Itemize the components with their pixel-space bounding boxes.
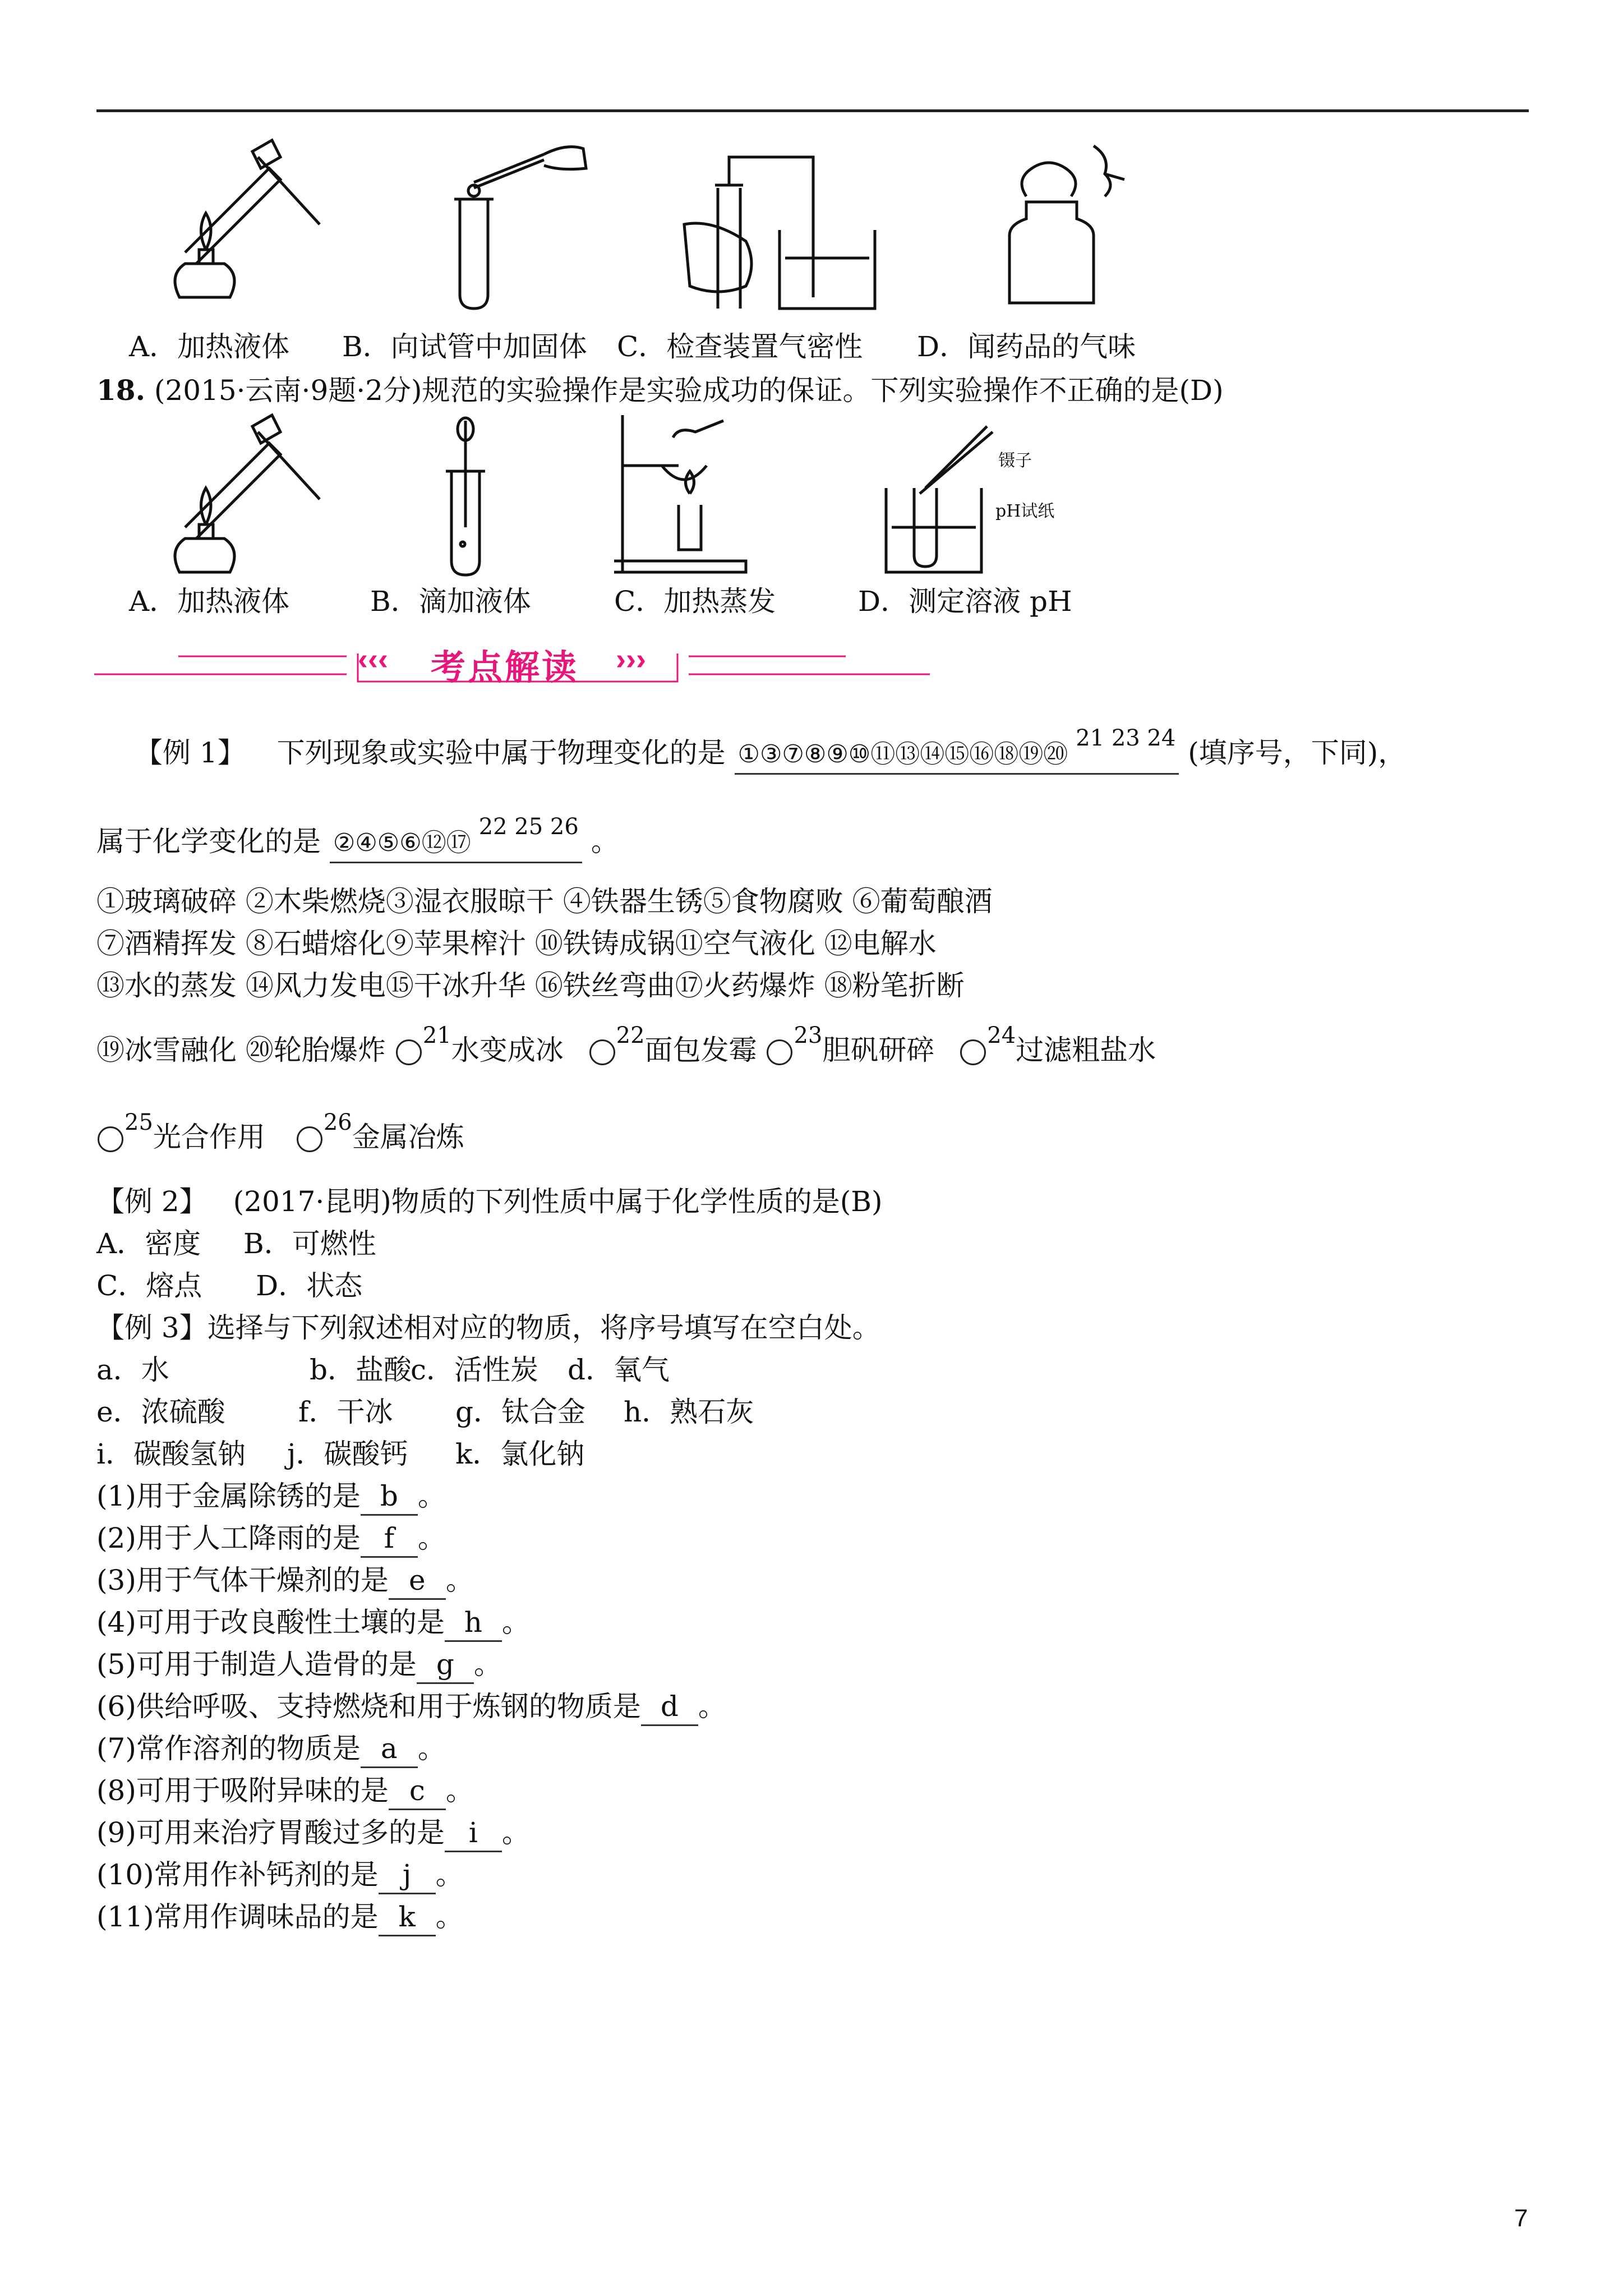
figure-ph-test xyxy=(880,421,1004,578)
ex3-question-row xyxy=(96,1562,474,1600)
ex1-stem2: 属于化学变化的是 xyxy=(96,825,321,858)
figure-evaporation xyxy=(611,409,757,578)
ex3-question-row xyxy=(96,1899,464,1936)
ex3-answer-blank: g xyxy=(417,1646,474,1684)
ex3-question-text: (5)可用于制造人造骨的是 xyxy=(96,1648,417,1681)
ex3-question-end: 。 xyxy=(501,1816,530,1849)
ex3-tag: 【例 3】 xyxy=(96,1312,208,1344)
ex3-question-end: 。 xyxy=(473,1648,502,1681)
ex2-tag: 【例 2】 xyxy=(96,1185,208,1218)
figure-heating-liquid-2 xyxy=(146,409,331,578)
ex3-question-row xyxy=(96,1478,446,1516)
label-tweezers: 镊子 xyxy=(998,451,1032,471)
ex3-answer-blank: j xyxy=(379,1857,436,1894)
ex3-answer-blank: a xyxy=(361,1731,418,1768)
ex3-question-row xyxy=(96,1773,474,1810)
ex3-answer-blank: d xyxy=(641,1688,698,1726)
q17-option-d: D．闻药品的气味 xyxy=(917,330,1136,363)
figure-airtightness-check xyxy=(651,146,886,314)
ex3-question-end: 。 xyxy=(417,1480,446,1512)
q18-stem xyxy=(96,372,1224,408)
ex3-question-end: 。 xyxy=(435,1901,464,1933)
q17-option-a: A．加热液体 xyxy=(129,330,290,363)
page-number: 7 xyxy=(1514,2205,1528,2232)
ex2-stem: (2017·昆明)物质的下列性质中属于化学性质的是(B) xyxy=(233,1185,883,1218)
ex3-question-text: (2)用于人工降雨的是 xyxy=(96,1522,361,1554)
ex1-stem: 下列现象或实验中属于物理变化的是 xyxy=(276,737,726,769)
q18-option-d: D．测定溶液 pH xyxy=(858,585,1072,618)
ex3-question-text: (9)可用来治疗胃酸过多的是 xyxy=(96,1816,445,1849)
ex1-line2 xyxy=(96,814,619,863)
ex3-answer-blank: b xyxy=(361,1478,418,1516)
ex3-substances-row2: e．浓硫酸 f．干冰 g．钛合金 h．熟石灰 xyxy=(96,1396,754,1428)
ex3-question-text: (7)常作溶剂的物质是 xyxy=(96,1732,361,1765)
ex3-answer-blank: i xyxy=(445,1815,502,1852)
top-rule xyxy=(96,109,1529,112)
ex3-question-text: (11)常用作调味品的是 xyxy=(96,1901,379,1933)
ex3-question-text: (1)用于金属除锈的是 xyxy=(96,1480,361,1512)
ex3-question-end: 。 xyxy=(445,1564,474,1596)
ex3-question-row xyxy=(96,1520,446,1558)
ex3-substances-row1: a．水 b．盐酸c．活性炭 d．氧气 xyxy=(96,1354,670,1386)
ex3-answer-blank: e xyxy=(389,1562,446,1600)
circle-24 xyxy=(960,1039,986,1065)
ex3-substances-row3: i．碳酸氢钠 j．碳酸钙 k．氯化钠 xyxy=(96,1438,585,1470)
q18-option-a: A．加热液体 xyxy=(129,585,290,618)
q17-option-b: B．向试管中加固体 xyxy=(342,330,587,363)
ex3-question-end: 。 xyxy=(417,1522,446,1554)
ex2-line xyxy=(96,1184,883,1220)
ex3-question-row xyxy=(96,1731,446,1768)
q18-stem-text: (2015·云南·9题·2分)规范的实验操作是实验成功的保证。下列实验操作不正确的是(D) xyxy=(154,374,1224,407)
ex3-question-text: (8)可用于吸附异味的是 xyxy=(96,1774,389,1807)
ex3-answer-blank: k xyxy=(379,1899,436,1936)
circle-23 xyxy=(767,1039,792,1065)
ex3-question-text: (10)常用作补钙剂的是 xyxy=(96,1858,379,1891)
ex1-period: 。 xyxy=(591,825,619,858)
ex2-options-row1: A．密度 B．可燃性 xyxy=(96,1227,376,1260)
circle-25 xyxy=(98,1126,123,1152)
ex3-question-text: (6)供给呼吸、支持燃烧和用于炼钢的物质是 xyxy=(96,1690,641,1723)
ex1-tail: (填序号，下同)， xyxy=(1188,737,1407,769)
figure-dropping-liquid xyxy=(432,415,499,578)
q17-option-c: C．检查装置气密性 xyxy=(617,330,863,363)
ex3-question-end: 。 xyxy=(445,1774,474,1807)
circle-22 xyxy=(589,1039,615,1065)
ex1-items-line3: ⑬水的蒸发 ⑭风力发电⑮干冰升华 ⑯铁丝弯曲⑰火药爆炸 ⑱粉笔折断 xyxy=(96,969,965,1002)
ex1-answer-physical: ①③⑦⑧⑨⑩⑪⑬⑭⑮⑯⑱⑲⑳ 21 23 24 xyxy=(735,737,1179,775)
section-banner xyxy=(94,639,947,688)
ex1-tag: 【例 1】 xyxy=(135,737,246,769)
ex3-answer-blank: c xyxy=(389,1773,446,1810)
ex3-stem: 选择与下列叙述相对应的物质，将序号填写在空白处。 xyxy=(207,1312,880,1344)
ex3-question-end: 。 xyxy=(501,1606,530,1639)
q18-option-c: C．加热蒸发 xyxy=(614,585,776,618)
circle-26 xyxy=(297,1126,322,1152)
ex1-items-line5: $^{25}$光合作用 $^{26}$金属冶炼 xyxy=(96,1119,464,1157)
ex3-question-text: (4)可用于改良酸性土壤的是 xyxy=(96,1606,445,1639)
ex1-answer-chemical: ②④⑤⑥⑫⑰ 22 25 26 xyxy=(330,825,582,863)
label-ph-paper: pH试纸 xyxy=(995,501,1055,521)
q18-number: 18. xyxy=(96,374,145,407)
ex3-question-row xyxy=(96,1815,530,1852)
ex3-question-row xyxy=(96,1688,726,1726)
q18-option-b: B．滴加液体 xyxy=(370,585,531,618)
figure-adding-solid xyxy=(449,137,594,311)
ex3-question-text: (3)用于气体干燥剂的是 xyxy=(96,1564,389,1596)
ex1-items-line1: ①玻璃破碎 ②木柴燃烧③湿衣服晾干 ④铁器生锈⑤食物腐败 ⑥葡萄酿酒 xyxy=(96,885,993,918)
banner-right-arrows: ››› xyxy=(616,642,646,676)
ex1-items-line4: ⑲冰雪融化 ⑳轮胎爆炸 $^{21}$水变成冰 $^{22}$面包发霉 $^{23}$胆矾研碎 $^{24}$过滤粗盐水 xyxy=(96,1023,1156,1066)
ex3-question-row xyxy=(96,1646,502,1684)
ex3-question-end: 。 xyxy=(698,1690,726,1723)
figure-heating-liquid xyxy=(146,135,331,309)
banner-title: 考点解读 xyxy=(431,647,579,688)
ex3-question-end: 。 xyxy=(417,1732,446,1765)
ex3-answer-blank: h xyxy=(445,1604,502,1642)
ex3-question-row xyxy=(96,1857,464,1894)
ex3-line xyxy=(96,1310,880,1346)
ex1-items-line2: ⑦酒精挥发 ⑧石蜡熔化⑨苹果榨汁 ⑩铁铸成锅⑪空气液化 ⑫电解水 xyxy=(96,927,937,960)
ex3-question-end: 。 xyxy=(435,1858,464,1891)
circle-21 xyxy=(396,1039,422,1065)
ex3-answer-blank: f xyxy=(361,1520,418,1558)
figure-smelling-reagent xyxy=(993,135,1127,309)
ex3-question-row xyxy=(96,1604,530,1642)
ex1-line1 xyxy=(135,725,1407,775)
ex2-options-row2: C．熔点 D．状态 xyxy=(96,1269,363,1302)
banner-left-arrows: ‹‹‹ xyxy=(358,642,388,676)
